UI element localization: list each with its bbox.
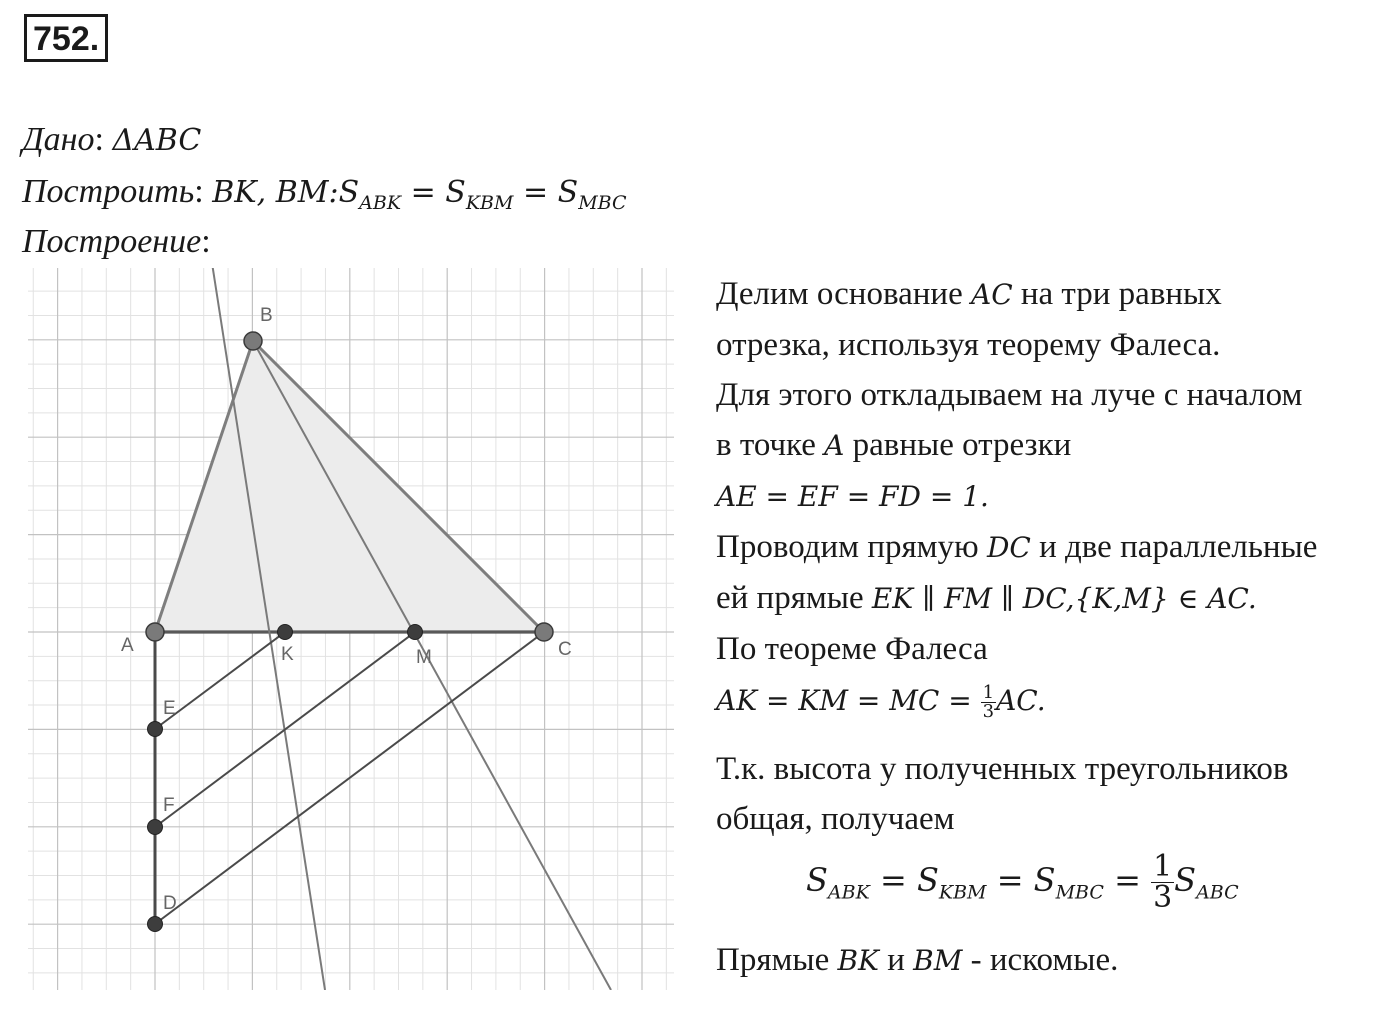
label-b: B (260, 305, 273, 326)
point-m (408, 625, 423, 640)
point-c (535, 623, 553, 641)
point-e (148, 722, 163, 737)
text-line-9: AK = KM = MC = $\frac{1}{3}$ AC. (716, 681, 1046, 722)
label-d: D (163, 893, 177, 914)
label-a: A (121, 635, 134, 656)
text-line-5: AE = EF = FD = 1. (716, 480, 989, 513)
construction-label: Построение (22, 223, 202, 260)
fraction-one-third-big: $\frac{1}{3}$ (1153, 849, 1173, 915)
area-equation: $S_{ABK} = S_{KBM} = S_{MBC}$ = $\frac{1}{3}$ $S_{ABC}$ (806, 849, 1239, 915)
problem-number: 752. (24, 14, 108, 62)
point-a (146, 623, 164, 641)
point-f (148, 820, 163, 835)
text-line-1: Делим основание AC на три равных (716, 276, 1222, 312)
point-b (244, 332, 262, 350)
text-line-11: общая, получаем (716, 801, 955, 837)
given-line: Дано: ΔABC (22, 121, 202, 158)
fraction-one-third-small: $\frac{1}{3}$ (982, 681, 995, 722)
construct-line: Построить: BK, $BM:S_{ABK} = S_{KBM} = S_{MBC}$ (22, 173, 627, 214)
text-line-3: Для этого откладываем на луче с началом (716, 377, 1303, 413)
construct-condition: $S_{ABK} = S_{KBM} = S_{MBC}$ (338, 175, 627, 214)
text-line-6: Проводим прямую DC и две параллельные (716, 529, 1318, 565)
construct-targets: BK, BM (212, 175, 329, 210)
text-line-8: По теореме Фалеса (716, 631, 988, 667)
text-line-10: Т.к. высота у полученных треугольников (716, 751, 1289, 787)
construction-label-line: Построение: (22, 223, 211, 260)
label-f: F (163, 795, 175, 816)
label-k: K (281, 644, 294, 665)
construction-figure (28, 268, 674, 990)
text-line-4: в точке A равные отрезки (716, 427, 1072, 463)
point-k (278, 625, 293, 640)
given-label: Дано (22, 121, 95, 158)
text-line-7: ей прямые EK ∥ FM ∥ DC,{K,M} ∈ AC. (716, 580, 1257, 616)
given-value: ΔABC (112, 123, 202, 158)
construct-label: Построить (22, 173, 195, 210)
label-e: E (163, 698, 176, 719)
text-line-13: Прямые BK и BM - искомые. (716, 942, 1119, 978)
point-d (148, 917, 163, 932)
label-m: M (416, 647, 432, 668)
text-line-2: отрезка, используя теорему Фалеса. (716, 327, 1221, 363)
label-c: C (558, 639, 572, 660)
